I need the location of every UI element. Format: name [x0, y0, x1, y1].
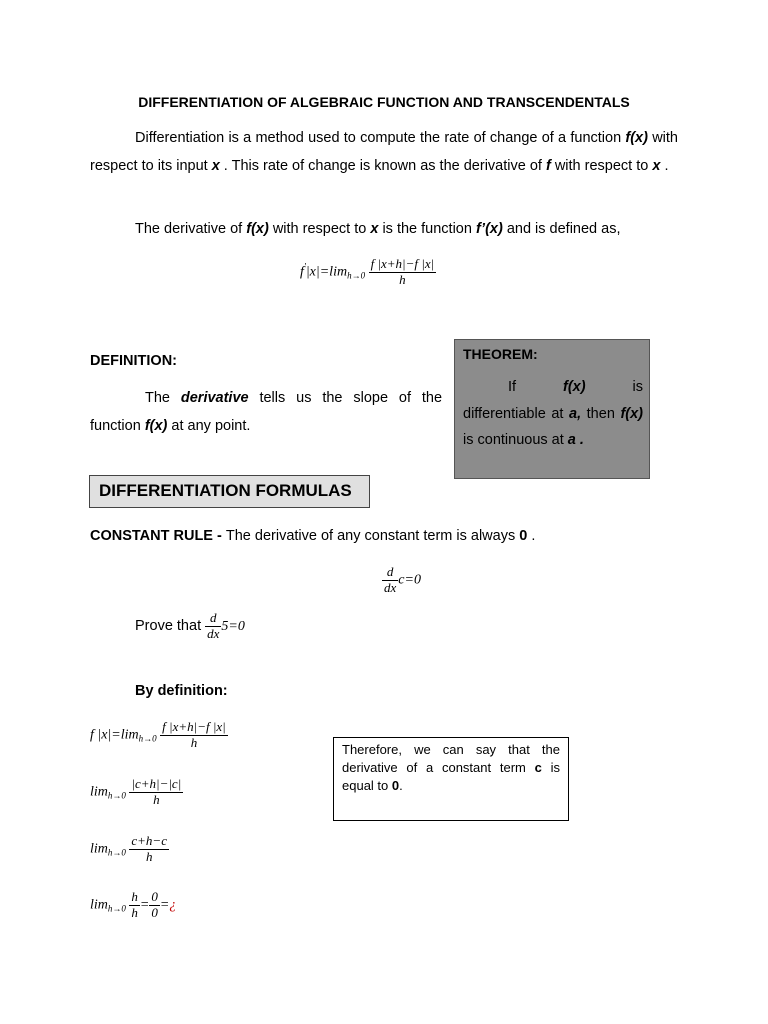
step-fraction: [160, 720, 228, 751]
conclusion-note-box: [333, 737, 569, 821]
intro-text: .: [660, 157, 669, 174]
intro-x: x: [211, 157, 220, 174]
formula-denominator: h: [399, 271, 406, 287]
theorem-a: a .: [567, 432, 584, 448]
derivative-definition-paragraph: [90, 216, 678, 244]
constant-rule-label: CONSTANT RULE -: [90, 528, 226, 544]
note-text: Therefore, we can say that the derivative of a constant term: [342, 742, 560, 775]
step-lhs: f |x|=lim: [90, 727, 139, 743]
step-numerator: c+h−c: [131, 833, 167, 848]
intro-text: with respect to: [268, 221, 371, 237]
step-limit-sub: h→0: [107, 903, 126, 914]
formulas-heading-box: [89, 475, 370, 508]
proof-step: [90, 720, 228, 751]
step-numerator: h: [131, 889, 138, 904]
intro-text: with respect to: [550, 157, 653, 174]
constant-rule-end: .: [527, 528, 536, 544]
prove-expression: 5=0: [221, 618, 245, 634]
operator-numerator: d: [205, 611, 221, 627]
step-equals: =: [139, 897, 150, 913]
theorem-box: [454, 339, 650, 479]
proof-step: [90, 777, 183, 808]
step-undefined-mark: ¿: [169, 897, 177, 913]
operator-numerator: d: [382, 565, 398, 581]
step-limit-sub: h→0: [107, 790, 126, 801]
step-fraction: [129, 834, 169, 865]
step-numerator: 0: [151, 889, 158, 904]
theorem-fx: f(x): [620, 405, 644, 422]
definition-text-part: tells us the slope of the function: [90, 390, 443, 434]
note-zero: 0: [391, 778, 400, 793]
step-numerator: |c+h|−|c|: [131, 776, 182, 791]
step-numerator: f |x+h|−f |x|: [162, 719, 226, 734]
formula-prime: ': [303, 261, 306, 272]
intro-paragraph: [90, 125, 678, 180]
theorem-a: a,: [569, 405, 582, 422]
step-equals: =: [159, 897, 170, 913]
theorem-text-part: is differentiable at: [463, 379, 643, 422]
constant-rule: [90, 528, 535, 544]
intro-text: with respect to its input: [90, 130, 678, 174]
step-limit-sub: h→0: [107, 847, 126, 858]
step-limit-sub: h→0: [138, 733, 157, 744]
note-end: .: [399, 778, 403, 793]
step-lhs: lim: [90, 897, 108, 913]
constant-rule-text: The derivative of any constant term is always: [225, 528, 520, 544]
formula-fraction: [369, 257, 437, 288]
intro-text: is the function: [378, 221, 476, 237]
intro-f: f: [545, 157, 551, 174]
intro-x: x: [652, 157, 661, 174]
note-text: is equal to: [342, 760, 560, 793]
prove-statement: [135, 611, 245, 642]
definition-term: derivative: [180, 390, 249, 406]
prove-label: Prove that: [135, 617, 206, 634]
step-lhs: lim: [90, 784, 108, 800]
step-fraction: [129, 777, 183, 808]
theorem-text: [463, 374, 643, 454]
definition-fx: f(x): [144, 417, 168, 434]
step-lhs: lim: [90, 841, 108, 857]
formula-f: f: [300, 264, 304, 280]
intro-text: The derivative of: [135, 221, 247, 237]
step-denominator: 0: [151, 904, 158, 920]
formulas-heading: DIFFERENTIATION FORMULAS: [99, 481, 352, 500]
formula-lhs: |x|=lim: [305, 264, 348, 280]
document-title: DIFFERENTIATION OF ALGEBRAIC FUNCTION AND TRANSCENDENTALS: [138, 94, 630, 110]
definition-text: [90, 385, 442, 440]
intro-text: Differentiation is a method used to compute the rate of change of a function: [135, 130, 626, 146]
intro-fprime: f’(x): [475, 221, 503, 237]
theorem-text-part: then: [581, 405, 621, 422]
constant-rule-formula: [382, 565, 421, 596]
theorem-text-part: If: [508, 379, 564, 395]
intro-x: x: [370, 221, 379, 237]
formula-limit-sub: h→0: [347, 270, 366, 281]
proof-step: [90, 890, 176, 921]
operator-denominator: dx: [384, 579, 397, 595]
definition-heading: DEFINITION:: [90, 353, 177, 369]
note-constant: c: [534, 760, 542, 775]
theorem-heading: THEOREM:: [463, 346, 538, 362]
intro-text: . This rate of change is known as the derivative of: [219, 157, 546, 174]
constant-rule-expression: c=0: [398, 572, 421, 588]
derivative-limit-formula: [300, 257, 436, 288]
intro-fx: f(x): [625, 130, 648, 146]
derivative-operator: [205, 611, 221, 642]
definition-text-part: at any point.: [167, 417, 251, 434]
theorem-text-part: is continuous at: [463, 432, 568, 448]
step-fraction: [149, 890, 160, 921]
intro-text: and is defined as,: [502, 221, 621, 237]
formula-numerator: f |x+h|−f |x|: [370, 256, 435, 271]
operator-denominator: dx: [207, 625, 220, 641]
step-fraction: [129, 890, 140, 921]
step-denominator: h: [145, 848, 153, 864]
step-denominator: h: [190, 734, 198, 750]
theorem-fx: f(x): [563, 379, 586, 395]
proof-step: [90, 834, 169, 865]
constant-rule-value: 0: [519, 528, 528, 544]
step-denominator: h: [153, 791, 160, 807]
definition-text-part: The: [145, 390, 181, 406]
derivative-operator: [382, 565, 398, 596]
intro-fx: f(x): [246, 221, 269, 237]
step-denominator: h: [131, 904, 138, 920]
by-definition-heading: By definition:: [135, 683, 228, 699]
